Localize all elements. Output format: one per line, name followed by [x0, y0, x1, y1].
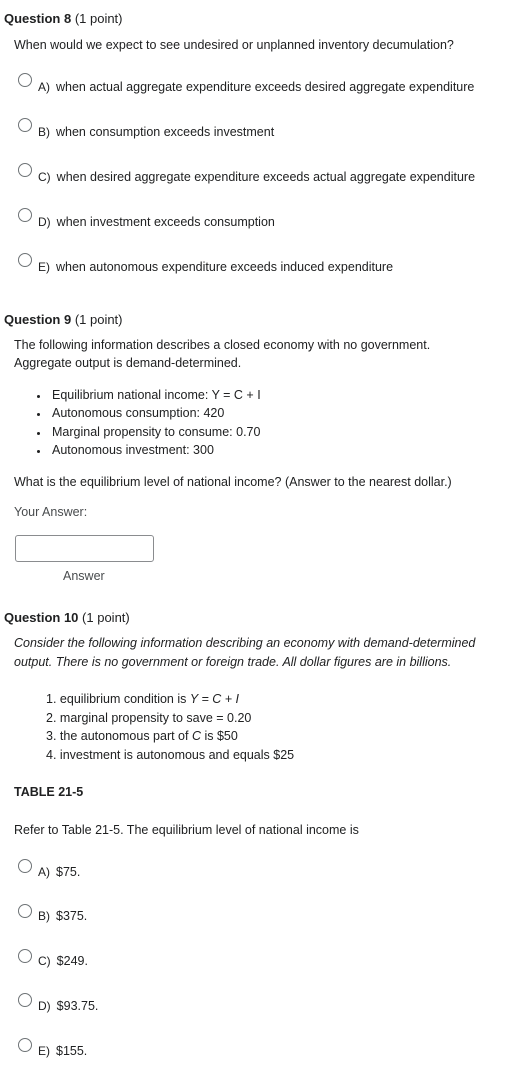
question-8-heading [4, 11, 123, 26]
q10-option-a[interactable] [38, 865, 80, 879]
q8-option-e-radio[interactable] [18, 253, 32, 267]
q8-option-e-letter: E) [38, 260, 50, 274]
q10-option-a-letter: A) [38, 865, 50, 879]
question-9-intro-line2: Aggregate output is demand-determined. [14, 356, 242, 370]
q10-option-a-radio[interactable] [18, 859, 32, 873]
q10-list-item-2 [46, 711, 251, 725]
q10-option-d-letter: D) [38, 999, 51, 1013]
question-9-title: Question 9 [4, 312, 72, 327]
q10-list-item-4 [46, 748, 294, 762]
q10-list-post: is $50 [200, 729, 238, 743]
q10-option-d-text: $93.75. [56, 999, 99, 1013]
q8-option-e[interactable] [38, 260, 393, 274]
answer-input[interactable] [15, 535, 154, 562]
q10-option-d[interactable] [38, 999, 98, 1013]
q10-option-c-text: $249. [56, 954, 88, 968]
q10-option-c[interactable] [38, 954, 88, 968]
q10-option-b-letter: B) [38, 909, 50, 923]
question-9-points: (1 point) [74, 312, 123, 327]
q10-list-item-3 [46, 729, 238, 743]
q10-list-text: the autonomous part of [59, 729, 192, 743]
question-10-prompt: Refer to Table 21-5. The equilibrium level of national income is [14, 823, 359, 837]
question-9-heading [4, 312, 123, 327]
q8-option-b-radio[interactable] [18, 118, 32, 132]
q8-option-c-radio[interactable] [18, 163, 32, 177]
q10-option-a-text: $75. [56, 865, 81, 879]
q10-list-italic: Y = C + I [189, 692, 239, 706]
q10-option-c-letter: C) [38, 954, 51, 968]
q8-option-c-text: when desired aggregate expenditure exceeds actual aggregate expenditure [56, 170, 476, 184]
q8-option-c[interactable] [38, 170, 475, 184]
bullet-dot [37, 432, 40, 435]
q10-list-text: marginal propensity to save = 0.20 [59, 711, 252, 725]
q9-bullet-2: Autonomous consumption: 420 [52, 406, 225, 420]
q10-list-text: equilibrium condition is [59, 692, 190, 706]
q10-option-d-radio[interactable] [18, 993, 32, 1007]
q8-option-d-letter: D) [38, 215, 51, 229]
q10-option-b-radio[interactable] [18, 904, 32, 918]
q10-list-num: 4. [46, 748, 57, 762]
q10-list-italic: C [191, 729, 201, 743]
question-10-heading [4, 610, 130, 625]
q8-option-b-text: when consumption exceeds investment [56, 125, 275, 139]
q10-option-e-letter: E) [38, 1044, 50, 1058]
q10-option-b-text: $375. [56, 909, 88, 923]
q9-bullet-4: Autonomous investment: 300 [52, 443, 214, 457]
question-9-intro-line1: The following information describes a closed economy with no government. [14, 338, 431, 352]
question-8-text: When would we expect to see undesired or unplanned inventory decumulation? [14, 38, 454, 52]
q10-option-e-text: $155. [56, 1044, 88, 1058]
q8-option-b[interactable] [38, 125, 274, 139]
answer-caption: Answer [63, 569, 105, 583]
q8-option-a-radio[interactable] [18, 73, 32, 87]
question-8-title: Question 8 [4, 11, 72, 26]
q10-option-c-radio[interactable] [18, 949, 32, 963]
q10-list-num: 2. [46, 711, 57, 725]
q10-option-b[interactable] [38, 909, 87, 923]
bullet-dot [37, 450, 40, 453]
bullet-dot [37, 413, 40, 416]
question-10-intro-line2: output. There is no government or foreign trade. All dollar figures are in billions. [14, 655, 452, 669]
q8-option-b-letter: B) [38, 125, 50, 139]
question-10-intro-line1: Consider the following information describing an economy with demand-determined [14, 636, 476, 650]
q8-option-a-text: when actual aggregate expenditure exceeds desired aggregate expenditure [56, 80, 475, 94]
q8-option-e-text: when autonomous expenditure exceeds induced expenditure [56, 260, 394, 274]
bullet-dot [37, 395, 40, 398]
question-10-title: Question 10 [4, 610, 79, 625]
q10-option-e-radio[interactable] [18, 1038, 32, 1052]
q10-list-item-1 [46, 692, 239, 706]
q10-list-num: 1. [46, 692, 57, 706]
q10-list-num: 3. [46, 729, 57, 743]
table-label: TABLE 21-5 [14, 785, 84, 799]
q10-list-text: investment is autonomous and equals $25 [59, 748, 295, 762]
question-8-points: (1 point) [74, 11, 123, 26]
q8-option-d[interactable] [38, 215, 275, 229]
question-10-points: (1 point) [82, 610, 130, 625]
q8-option-d-radio[interactable] [18, 208, 32, 222]
q8-option-d-text: when investment exceeds consumption [56, 215, 275, 229]
your-answer-label: Your Answer: [14, 505, 88, 519]
q9-bullet-3: Marginal propensity to consume: 0.70 [52, 425, 261, 439]
question-9-prompt: What is the equilibrium level of national income? (Answer to the nearest dollar.) [14, 475, 452, 489]
q8-option-c-letter: C) [38, 170, 51, 184]
q8-option-a[interactable] [38, 80, 474, 94]
q9-bullet-1: Equilibrium national income: Y = C + I [52, 388, 261, 402]
q8-option-a-letter: A) [38, 80, 50, 94]
q10-option-e[interactable] [38, 1044, 87, 1058]
